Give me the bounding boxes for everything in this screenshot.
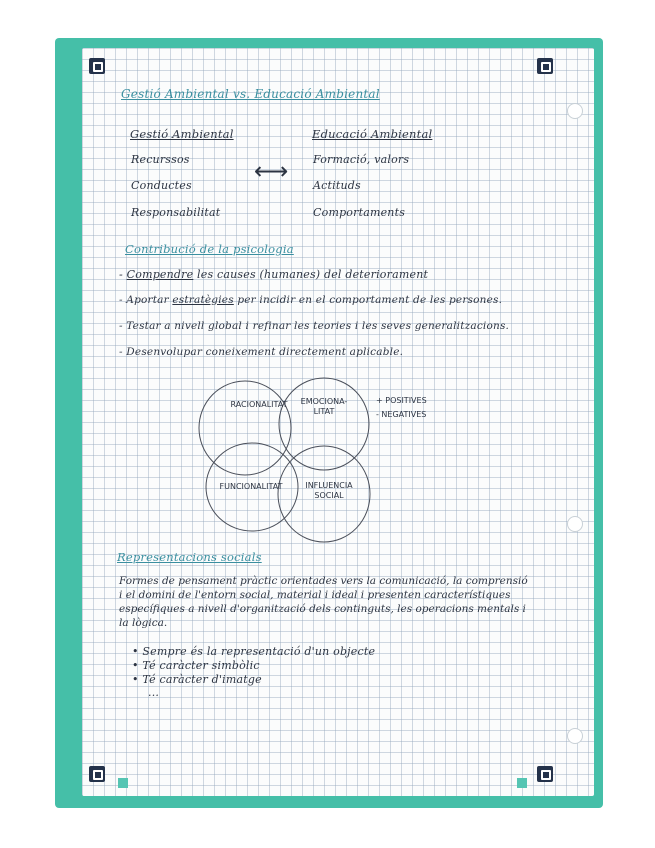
item-prefix: - Aportar — [119, 294, 173, 306]
bullet-text: Té caràcter simbòlic — [142, 659, 260, 672]
item-rest: les causes (humanes) del deteriorament — [193, 268, 429, 281]
corner-mark-top-right — [537, 58, 553, 74]
bullet-item — [132, 645, 375, 658]
corner-mark-bottom-right — [537, 766, 553, 782]
section-heading-social-representations: Representacions socials — [117, 550, 262, 564]
left-item: Recurssos — [131, 153, 190, 166]
section-heading-psychology: Contribució de la psicologia — [125, 242, 294, 256]
venn-label-line: RACIONALITAT — [230, 400, 288, 409]
bullet-item — [132, 659, 260, 672]
venn-label-line: SOCIAL — [314, 491, 344, 500]
item-prefix: - — [119, 268, 127, 281]
left-item: Responsabilitat — [131, 206, 221, 219]
item-prefix: - Desenvolupar coneixement directement aplicable. — [119, 346, 404, 358]
item-rest: per incidir en el comportament de les persones. — [233, 294, 503, 306]
venn-label-line: INFLUENCIA — [305, 481, 353, 490]
right-item: Formació, valors — [313, 153, 410, 166]
teal-marker-right — [517, 778, 527, 788]
page-title: Gestió Ambiental vs. Educació Ambiental — [121, 87, 380, 101]
bullet-text: Té caràcter d'imatge — [142, 673, 262, 686]
venn-label-influencia-social — [294, 481, 364, 501]
left-column-header: Gestió Ambiental — [130, 127, 234, 141]
venn-label-line: EMOCIONA- — [300, 397, 348, 406]
psychology-item — [119, 294, 502, 306]
right-item: Comportaments — [313, 206, 406, 219]
item-emphasis: estratègies — [172, 294, 234, 306]
corner-mark-bottom-left — [89, 766, 105, 782]
bullet-text: Sempre és la representació d'un objecte — [142, 645, 376, 658]
bullet-dot-icon: • — [132, 659, 143, 672]
psychology-item — [119, 268, 428, 281]
bullet-dot-icon: • — [132, 645, 143, 658]
legend-negative: - NEGATIVES — [376, 410, 427, 419]
venn-label-emocionalitat — [290, 397, 358, 417]
binder-hole-bottom — [567, 728, 583, 744]
item-emphasis: Compendre — [126, 268, 194, 281]
ellipsis: ... — [148, 686, 160, 699]
corner-mark-top-left — [89, 58, 105, 74]
teal-marker-left — [118, 778, 128, 788]
venn-circle-emocionalitat — [279, 378, 369, 470]
left-item: Conductes — [131, 179, 192, 192]
right-item: Actituds — [313, 179, 361, 192]
definition-paragraph: Formes de pensament pràctic orientades vers la comunicació, la comprensió i el domini de l'entorn social, material i ideal i presenten característiques específiques a nivell d'organització dels continguts, les operacions mentals i la lògica. — [119, 575, 528, 629]
double-arrow-icon: ⟷ — [254, 157, 289, 185]
item-prefix: - Testar a nivell global i refinar les teories i les seves generalitzacions. — [119, 320, 510, 332]
bullet-item — [132, 673, 262, 686]
binder-hole-middle — [567, 516, 583, 532]
venn-circle-racionalitat — [199, 381, 291, 475]
binder-hole-top — [567, 103, 583, 119]
venn-label-line: LITAT — [313, 407, 335, 416]
venn-label-line: FUNCIONALITAT — [219, 482, 283, 491]
right-column-header: Educació Ambiental — [312, 127, 433, 141]
venn-label-funcionalitat — [207, 482, 295, 492]
psychology-item — [119, 346, 403, 358]
psychology-item — [119, 320, 509, 332]
bullet-dot-icon: • — [132, 673, 143, 686]
legend-positive: + POSITIVES — [376, 396, 427, 405]
